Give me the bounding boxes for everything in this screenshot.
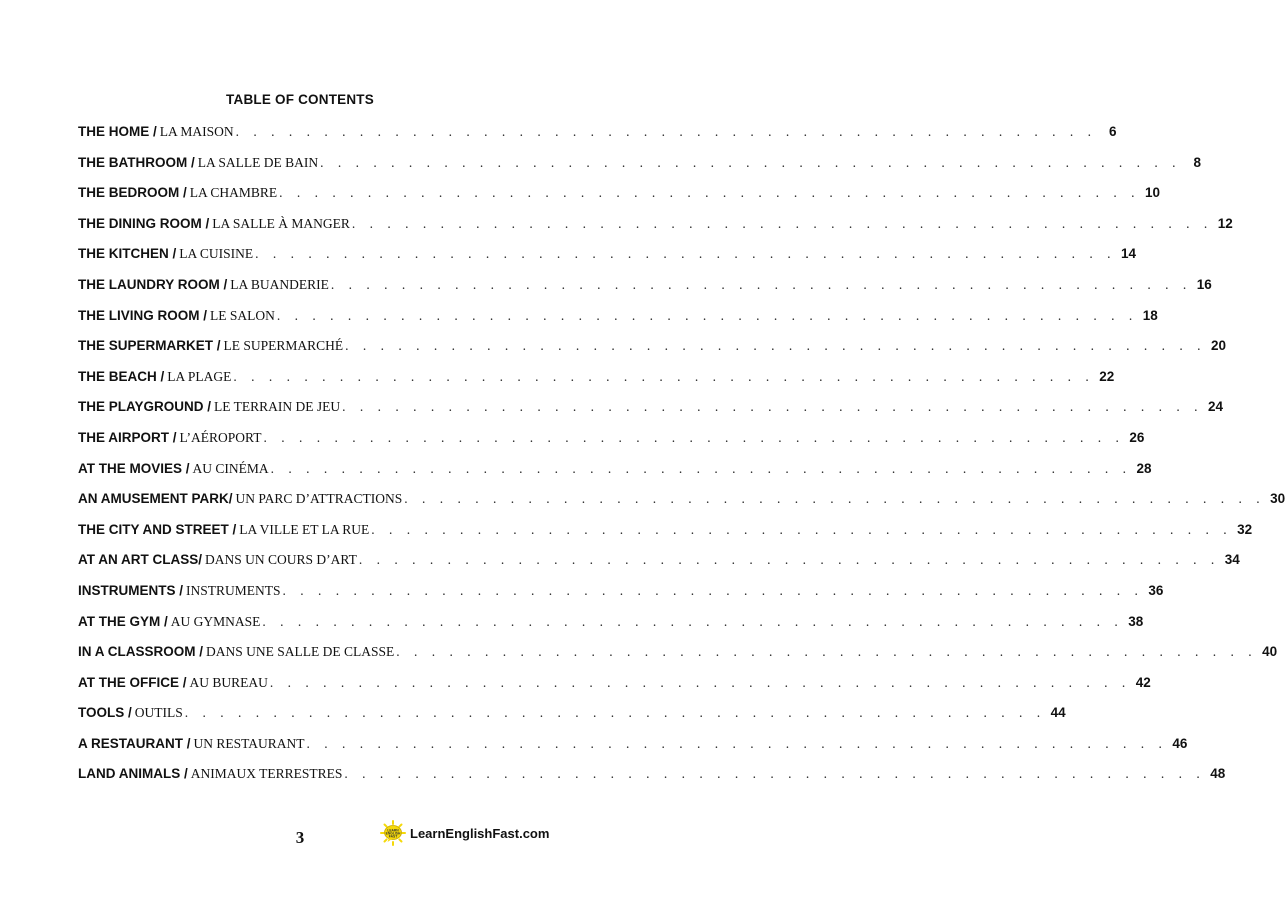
toc-entry-page-number: 8 <box>1193 154 1201 170</box>
toc-entry-french-title: L’AÉROPORT <box>179 429 262 445</box>
toc-entry <box>78 303 1158 334</box>
toc-entry <box>78 609 1144 640</box>
toc-entry-french-title: LE SALON <box>210 307 275 323</box>
toc-entry-english-title: THE CITY AND STREET / <box>78 521 237 537</box>
toc-entry <box>78 241 1137 272</box>
toc-entry-english-title: AT AN ART CLASS/ <box>78 552 202 568</box>
toc-entry-page-number: 40 <box>1262 644 1278 660</box>
toc-entry-english-title: TOOLS / <box>78 705 132 721</box>
toc-entry-english-title: THE PLAYGROUND / <box>78 399 212 415</box>
toc-entry <box>78 547 1240 578</box>
toc-entry <box>78 425 1145 456</box>
toc-entry-page-number: 14 <box>1120 246 1137 262</box>
toc-entry-english-title: THE LIVING ROOM / <box>78 307 208 323</box>
page-number: 3 <box>295 828 305 847</box>
toc-dot-leader: . . . . . . . . . . . . . . . . . . . . . . . . . . . . . . . . . . . . . . . . . . . . . . . . . <box>235 124 1097 139</box>
toc-dot-leader: . . . . . . . . . . . . . . . . . . . . . . . . . . . . . . . . . . . . . . . . . . . . . . . . . <box>184 705 1046 721</box>
toc-entry-english-title: THE BATHROOM / <box>78 154 195 170</box>
toc-dot-leader: . . . . . . . . . . . . . . . . . . . . . . . . . . . . . . . . . . . . . . . . . . . . . . . . . <box>371 521 1233 537</box>
toc-entry-french-title: UN PARC D’ATTRACTIONS <box>235 491 403 507</box>
toc-dot-leader: . . . . . . . . . . . . . . . . . . . . . . . . . . . . . . . . . . . . . . . . . . . . . . . . . <box>320 154 1181 170</box>
toc-entry <box>78 731 1188 762</box>
toc-entry <box>78 578 1164 609</box>
toc-entry-english-title: THE KITCHEN / <box>78 246 177 262</box>
toc-dot-leader: . . . . . . . . . . . . . . . . . . . . . . . . . . . . . . . . . . . . . . . . . . . . . . . . . <box>276 307 1138 323</box>
toc-entry-page-number: 42 <box>1135 674 1151 690</box>
toc-entry-french-title: LA VILLE ET LA RUE <box>239 521 370 537</box>
toc-dot-leader: . . . . . . . . . . . . . . . . . . . . . . . . . . . . . . . . . . . . . . . . . . . . . . . . . <box>263 429 1125 445</box>
toc-entry <box>78 670 1151 701</box>
toc-entry <box>78 394 1224 425</box>
toc-list <box>78 119 1285 792</box>
toc-entry-page-number: 18 <box>1142 307 1158 323</box>
toc-entry-english-title: AT THE GYM / <box>78 613 168 629</box>
toc-entry <box>78 180 1161 211</box>
toc-entry-english-title: AT THE OFFICE / <box>78 674 187 690</box>
toc-dot-leader: . . . . . . . . . . . . . . . . . . . . . . . . . . . . . . . . . . . . . . . . . . . . . . . . . <box>255 246 1117 262</box>
toc-entry <box>78 639 1278 670</box>
toc-entry-french-title: DANS UNE SALLE DE CLASSE <box>206 644 395 660</box>
speech-bubble-sun-logo-icon <box>380 820 406 846</box>
brand-logo <box>380 820 549 846</box>
toc-entry <box>78 761 1226 792</box>
toc-entry <box>78 272 1212 303</box>
toc-entry-french-title: AU BUREAU <box>189 674 268 690</box>
toc-dot-leader: . . . . . . . . . . . . . . . . . . . . . . . . . . . . . . . . . . . . . . . . . . . . . . . . . <box>233 368 1095 384</box>
toc-entry <box>78 364 1115 395</box>
toc-entry-page-number: 24 <box>1208 399 1224 415</box>
toc-entry-page-number: 32 <box>1237 521 1253 537</box>
toc-entry <box>78 456 1152 487</box>
toc-dot-leader: . . . . . . . . . . . . . . . . . . . . . . . . . . . . . . . . . . . . . . . . . . . . . . . . . <box>262 613 1124 629</box>
toc-entry-english-title: THE DINING ROOM / <box>78 215 210 231</box>
toc-entry-french-title: INSTRUMENTS <box>186 582 281 598</box>
brand-name: LearnEnglishFast.com <box>410 825 550 841</box>
toc-entry-french-title: LE TERRAIN DE JEU <box>214 399 341 415</box>
toc-entry-french-title: LA BUANDERIE <box>230 276 329 292</box>
page-title: TABLE OF CONTENTS <box>226 92 374 107</box>
toc-entry-french-title: UN RESTAURANT <box>193 735 305 751</box>
toc-entry-english-title: A RESTAURANT / <box>78 735 191 751</box>
toc-entry-french-title: LA MAISON <box>159 124 234 139</box>
toc-entry-page-number: 48 <box>1210 766 1226 782</box>
toc-entry-french-title: LA SALLE À MANGER <box>212 215 350 231</box>
svg-text:ENGLISH: ENGLISH <box>385 831 401 836</box>
toc-entry-english-title: AT THE MOVIES / <box>78 460 190 476</box>
toc-dot-leader: . . . . . . . . . . . . . . . . . . . . . . . . . . . . . . . . . . . . . . . . . . . . . . . . . <box>396 644 1258 660</box>
toc-entry-french-title: AU GYMNASE <box>170 613 261 629</box>
toc-entry <box>78 700 1066 731</box>
toc-dot-leader: . . . . . . . . . . . . . . . . . . . . . . . . . . . . . . . . . . . . . . . . . . . . . . . . . <box>282 582 1144 598</box>
toc-dot-leader: . . . . . . . . . . . . . . . . . . . . . . . . . . . . . . . . . . . . . . . . . . . . . . . . . <box>269 674 1131 690</box>
toc-entry-french-title: LA CHAMBRE <box>189 185 278 201</box>
toc-entry-english-title: LAND ANIMALS / <box>78 766 188 782</box>
toc-entry-english-title: THE BEDROOM / <box>78 185 187 201</box>
toc-entry <box>78 486 1285 517</box>
toc-dot-leader: . . . . . . . . . . . . . . . . . . . . . . . . . . . . . . . . . . . . . . . . . . . . . . . . . <box>279 185 1141 201</box>
toc-entry-page-number: 28 <box>1136 460 1152 476</box>
toc-entry-french-title: OUTILS <box>134 705 183 721</box>
toc-entry-page-number: 26 <box>1129 429 1145 445</box>
toc-entry <box>78 333 1227 364</box>
toc-entry-french-title: ANIMAUX TERRESTRES <box>190 766 343 782</box>
toc-entry-english-title: THE AIRPORT / <box>78 429 177 445</box>
toc-entry-english-title: THE SUPERMARKET / <box>78 338 221 354</box>
toc-entry-page-number: 46 <box>1172 735 1188 751</box>
toc-dot-leader: . . . . . . . . . . . . . . . . . . . . . . . . . . . . . . . . . . . . . . . . . . . . . . . . . <box>345 338 1207 354</box>
toc-entry-page-number: 36 <box>1148 582 1164 598</box>
toc-entry-english-title: INSTRUMENTS / <box>78 582 184 598</box>
toc-entry-page-number: 38 <box>1128 613 1144 629</box>
toc-entry-english-title: THE BEACH / <box>78 368 165 384</box>
toc-entry-english-title: AN AMUSEMENT PARK/ <box>78 491 233 507</box>
toc-dot-leader: . . . . . . . . . . . . . . . . . . . . . . . . . . . . . . . . . . . . . . . . . . . . . . . . . <box>306 735 1168 751</box>
toc-entry-french-title: DANS UN COURS D’ART <box>205 552 357 568</box>
toc-entry-french-title: LA CUISINE <box>179 246 254 262</box>
toc-entry-page-number: 10 <box>1145 185 1161 201</box>
toc-entry <box>78 119 1117 150</box>
toc-entry-english-title: THE HOME / <box>78 124 157 139</box>
toc-entry-page-number: 22 <box>1099 368 1115 384</box>
svg-text:FAST: FAST <box>388 834 398 839</box>
toc-entry-french-title: LE SUPERMARCHÉ <box>223 338 344 354</box>
toc-entry-french-title: LA PLAGE <box>167 368 232 384</box>
toc-dot-leader: . . . . . . . . . . . . . . . . . . . . . . . . . . . . . . . . . . . . . . . . . . . . . . . . . <box>358 552 1220 568</box>
toc-entry-page-number: 16 <box>1196 276 1212 292</box>
toc-entry-french-title: AU CINÉMA <box>192 460 269 476</box>
toc-entry-english-title: IN A CLASSROOM / <box>78 644 204 660</box>
toc-entry-page-number: 34 <box>1224 552 1240 568</box>
toc-entry-french-title: LA SALLE DE BAIN <box>197 154 319 170</box>
toc-entry-english-title: THE LAUNDRY ROOM / <box>78 276 228 292</box>
toc-dot-leader: . . . . . . . . . . . . . . . . . . . . . . . . . . . . . . . . . . . . . . . . . . . . . . . . . <box>342 399 1204 415</box>
toc-entry <box>78 150 1201 181</box>
toc-dot-leader: . . . . . . . . . . . . . . . . . . . . . . . . . . . . . . . . . . . . . . . . . . . . . . . . . <box>270 460 1132 476</box>
toc-dot-leader: . . . . . . . . . . . . . . . . . . . . . . . . . . . . . . . . . . . . . . . . . . . . . . . . . <box>344 766 1206 782</box>
toc-dot-leader: . . . . . . . . . . . . . . . . . . . . . . . . . . . . . . . . . . . . . . . . . . . . . . . . . <box>351 215 1213 231</box>
svg-text:LEARN: LEARN <box>387 828 399 833</box>
toc-dot-leader: . . . . . . . . . . . . . . . . . . . . . . . . . . . . . . . . . . . . . . . . . . . . . . . . . <box>330 276 1192 292</box>
toc-entry-page-number: 12 <box>1217 215 1233 231</box>
toc-entry-page-number: 30 <box>1270 491 1285 507</box>
toc-entry-page-number: 44 <box>1050 705 1066 721</box>
toc-entry <box>78 517 1253 548</box>
toc-entry <box>78 211 1233 242</box>
toc-entry-page-number: 6 <box>1109 124 1117 139</box>
toc-dot-leader: . . . . . . . . . . . . . . . . . . . . . . . . . . . . . . . . . . . . . . . . . . . . . . . . . <box>404 491 1266 507</box>
toc-entry-page-number: 20 <box>1211 338 1227 354</box>
